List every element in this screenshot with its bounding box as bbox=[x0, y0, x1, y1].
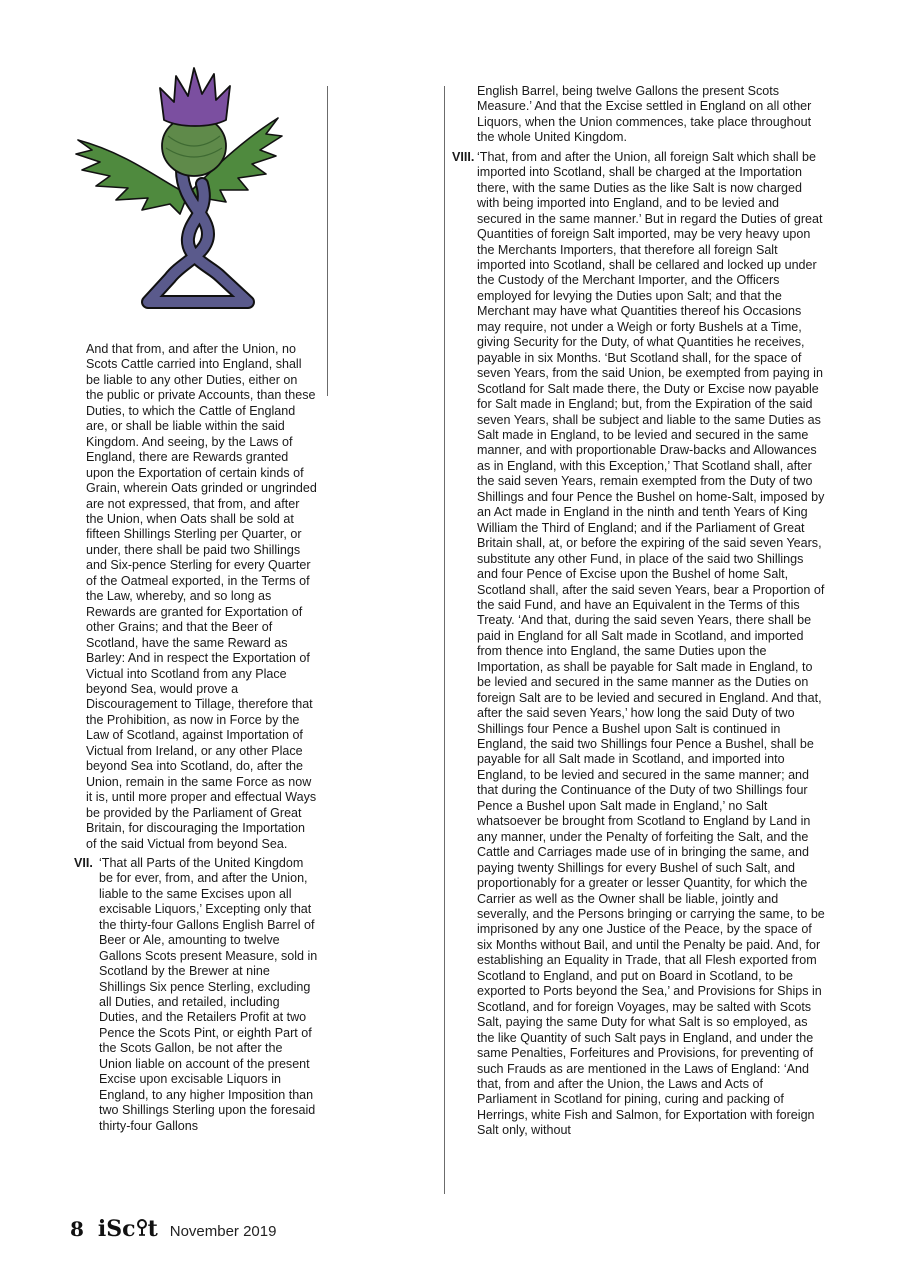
issue-date: November 2019 bbox=[169, 1223, 277, 1240]
thistle-flower bbox=[160, 68, 230, 126]
left-column bbox=[74, 342, 318, 1134]
clause-viii-text: ‘That, from and after the Union, all foreign Salt which shall be imported into Scotland, shall be charged at the Importation there, with the same Duties as the like Salt is now charged with being imported into England, and to be levied and secured in the same manner.’ But in regard the Duties of great Quantities of foreign Salt imported, may be very heavy upon the Merchants Importers, that therefore all foreign Salt imported into Scotland, shall be cellared and locked up under the Custody of the Merchant Importer, and the Officers employed for levying the Duties upon Salt; and that the Merchant may have what Quantities thereof his Occasions may require, not under a Weigh or forty Bushels at a Time, giving Security for the Duty, of what Quantities he receives, payable in six Months. ‘But Scotland shall, for the space of seven Years, from the said Union, be exempted from paying in Scotland for Salt made there, the Duty or Excise now payable for Salt made in England; but, from the Expiration of the said seven Years, shall be subject and liable to the same Duties as Salt made in England, to be levied and secured in the same manner, and with proportionable Draw-backs and Allowances as in England, with this Exception,’ That Scotland shall, after the said seven Years, remain exempted from the Duty of two Shillings and four Pence the Bushel on home-Salt, imposed by an Act made in England in the ninth and tenth Years of King William the Third of England; and if the Parliament of Great Britain shall, at, or before the expiring of the said seven Years, substitute any other Fund, in place of the said two Shillings and four Pence of Excise upon the Bushel of home Salt, Scotland shall, after the said seven Years, bear a Proportion of the said Fund, and have an Equivalent in the Terms of this Treaty. ‘And that, during the said seven Years, there shall be paid in England for all Salt made in Scotland, and imported from thence into England, the same Duties upon the Importation, as shall be payable for Salt made in England, to be levied and secured in the same manner as the Duties on foreign Salt are to be levied and secured in England. And that, after the said seven Years,’ how long the said Duty of two Shillings four Pence a Bushel upon Salt is continued in England, the said two Shillings four Pence a Bushel, shall be payable for all Salt made in Scotland, and imported into England, to be levied and secured in the same manner; and that during the Continuance of the Duty of two Shillings four Pence a Bushel upon Salt made in England,’ no Salt whatsoever be brought from Scotland to England by Land in any manner, under the Penalty of forfeiting the Salt, and the Cattle and Carriages made use of in bringing the same, and paying twenty Shillings for every Bushel of such Salt, and proportionably for a greater or lesser Quantity, for which the Carrier as well as the Owner shall be liable, jointly and severally, and the Persons bringing or carrying the same, to be imprisoned by any one Justice of the Peace, by the space of six Months without Bail, and until the Penalty be paid. And, for establishing an Equality in Trade, that all Flesh exported from Scotland to England, and put on Board in Scotland, to be exported to Ports beyond the Sea,’ and Provisions for Ships in Scotland, and for foreign Voyages, may be salted with Scots Salt, paying the same Duty for what Salt is so employed, as the like Quantity of such Salt pays in England, and under the same Penalties, Forfeitures and Provisions, for preventing of such Frauds as are mentioned in the Laws of England: ‘And that, from and after the Union, the Laws and Acts of Parliament in Scotland for pining, curing and packing of Herrings, white Fish and Salmon, for Exportation with foreign Salt only, without bbox=[477, 149, 825, 1138]
page-footer bbox=[70, 1216, 276, 1246]
page-number: 8 bbox=[70, 1217, 84, 1241]
right-column bbox=[452, 84, 826, 1139]
logo-text-suffix: t bbox=[147, 1216, 158, 1242]
clause-viii bbox=[452, 149, 826, 1139]
logo-text-prefix: iSc bbox=[97, 1216, 136, 1242]
right-continuation-paragraph: English Barrel, being twelve Gallons the present Scots Measure.’ And that the Excise settled in England on all other Liquors, when the Union commences, take place throughout the whole United Kingdom. bbox=[477, 84, 812, 145]
thistle-icon bbox=[70, 62, 300, 312]
clause-viii-number: VIII. bbox=[452, 149, 475, 164]
left-intro-paragraph: And that from, and after the Union, no Scots Cattle carried into England, shall be liable to any other Duties, either on the public or private Accounts, than these Duties, to which the Cattle of England are, or shall be liable within the said Kingdom. And seeing, by the Laws of England, there are Rewards granted upon the Exportation of certain kinds of Grain, wherein Oats grinded or ungrinded are not expressed, that from, and after the Union, when Oats shall be sold at fifteen Shillings Sterling per Quarter, or under, there shall be paid two Shillings and Six-pence Sterling for every Quarter of the Oatmeal exported, in the Terms of the Law, whereby, and so long as Rewards are granted for Exportation of other Grains; and that the Beer of Scotland, have the same Reward as Barley: And in respect the Exportation of Victual into Scotland from any Place beyond Sea, would prove a Discouragement to Tillage, therefore that the Prohibition, as now in Force by the Law of Scotland, against Importation of Victual from Ireland, or any other Place beyond Sea into Scotland, do, after the Union, remain in the same Force as now it is, until more proper and effectual Ways be provided by the Parliament of Great Britain, for discouraging the Importation of the said Victual from beyond Sea. bbox=[86, 342, 317, 851]
column-rule-right bbox=[444, 86, 445, 1194]
clause-vii-text: ‘That all Parts of the United Kingdom be for ever, from, and after the Union, liable to the same Excises upon all excisable Liquors,’ Excepting only that the thirty-four Gallons English Barrel of Beer or Ale, amounting to twelve Gallons Scots present Measure, sold in Scotland by the Brewer at nine Shillings Six pence Sterling, excluding all Duties, and retailed, including Duties, and the Retailers Profit at two Pence the Scots Pint, or eighth Part of the Scots Gallon, be not after the Union liable on account of the present Excise upon excisable Liquors in England, to any higher Imposition than two Shillings Sterling upon the foresaid thirty-four Gallons bbox=[99, 855, 318, 1133]
logo-thistle-icon bbox=[136, 1218, 148, 1236]
column-rule-left bbox=[327, 86, 328, 396]
clause-vii bbox=[74, 855, 318, 1134]
magazine-logo bbox=[98, 1216, 158, 1242]
clause-vii-number: VII. bbox=[74, 855, 93, 870]
